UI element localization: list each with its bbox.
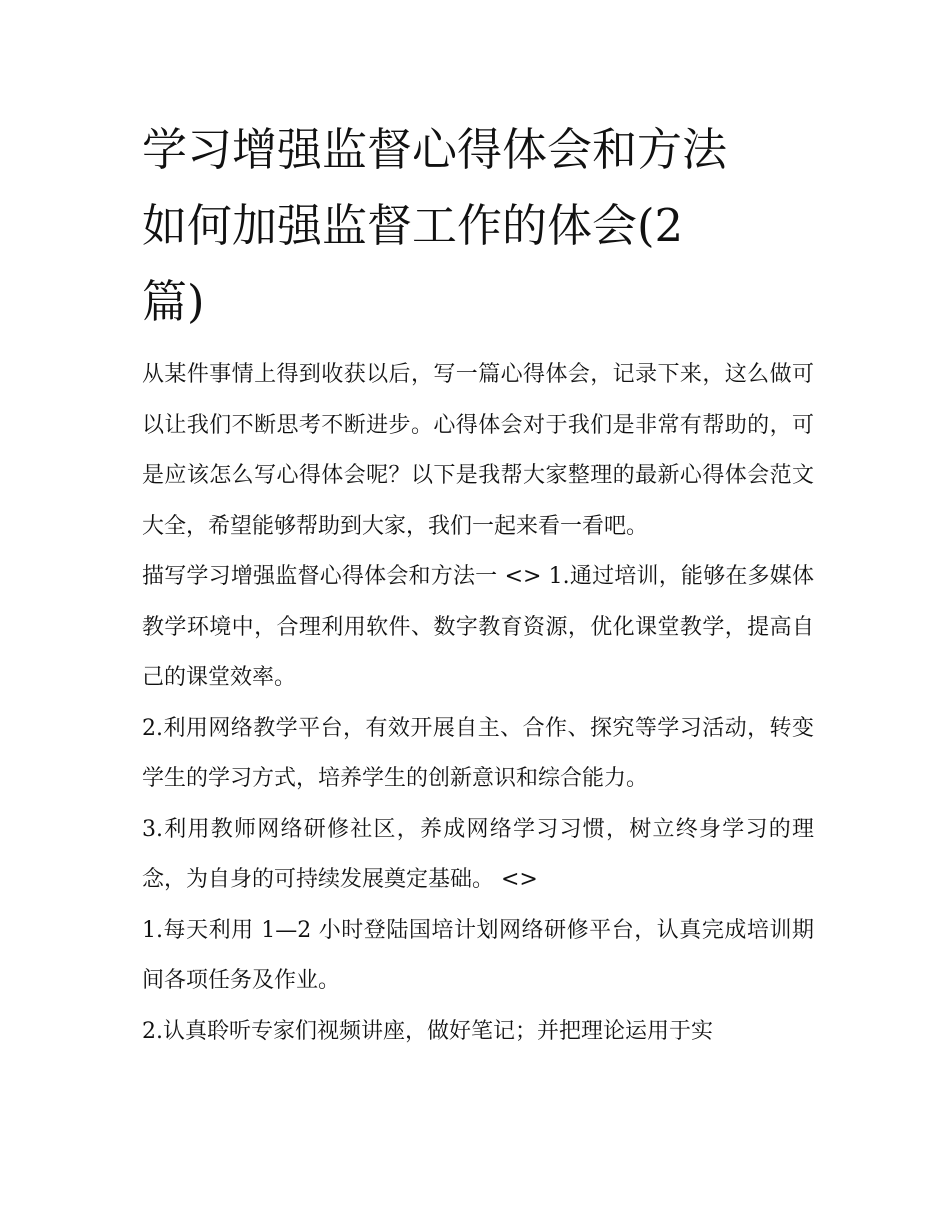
intro-paragraph: 从某件事情上得到收获以后，写一篇心得体会，记录下来，这么做可以让我们不断思考不断进步。心得体会对于我们是非常有帮助的，可是应该怎么写心得体会呢？以下是我帮大家整理的最新心得体会范文大全，希望能够帮助到大家，我们一起来看一看吧。 [142, 362, 814, 539]
document-page [142, 112, 814, 1057]
title-line-2: 如何加强监督工作的体会(2 [142, 199, 684, 252]
body-paragraph-2: 2.利用网络教学平台，有效开展自主、合作、探究等学习活动，转变学生的学习方式，培养学生的创新意识和综合能力。 [142, 715, 814, 791]
body-paragraph-4: 1.每天利用 1—2 小时登陆国培计划网络研修平台，认真完成培训期间各项任务及作业。 [142, 917, 814, 993]
body-paragraph-5: 2.认真聆听专家们视频讲座，做好笔记；并把理论运用于实 [142, 1018, 713, 1044]
body-paragraph-1: 描写学习增强监督心得体会和方法一 <> 1.通过培训，能够在多媒体教学环境中，合理利用软件、数字教育资源，优化课堂教学，提高自己的课堂效率。 [142, 564, 814, 690]
body-paragraph-3: 3.利用教师网络研修社区，养成网络学习习惯，树立终身学习的理念，为自身的可持续发展奠定基础。 <> [142, 816, 814, 892]
title-line-3: 篇) [142, 275, 205, 328]
document-title [142, 112, 814, 340]
title-line-1: 学习增强监督心得体会和方法 [142, 123, 728, 176]
